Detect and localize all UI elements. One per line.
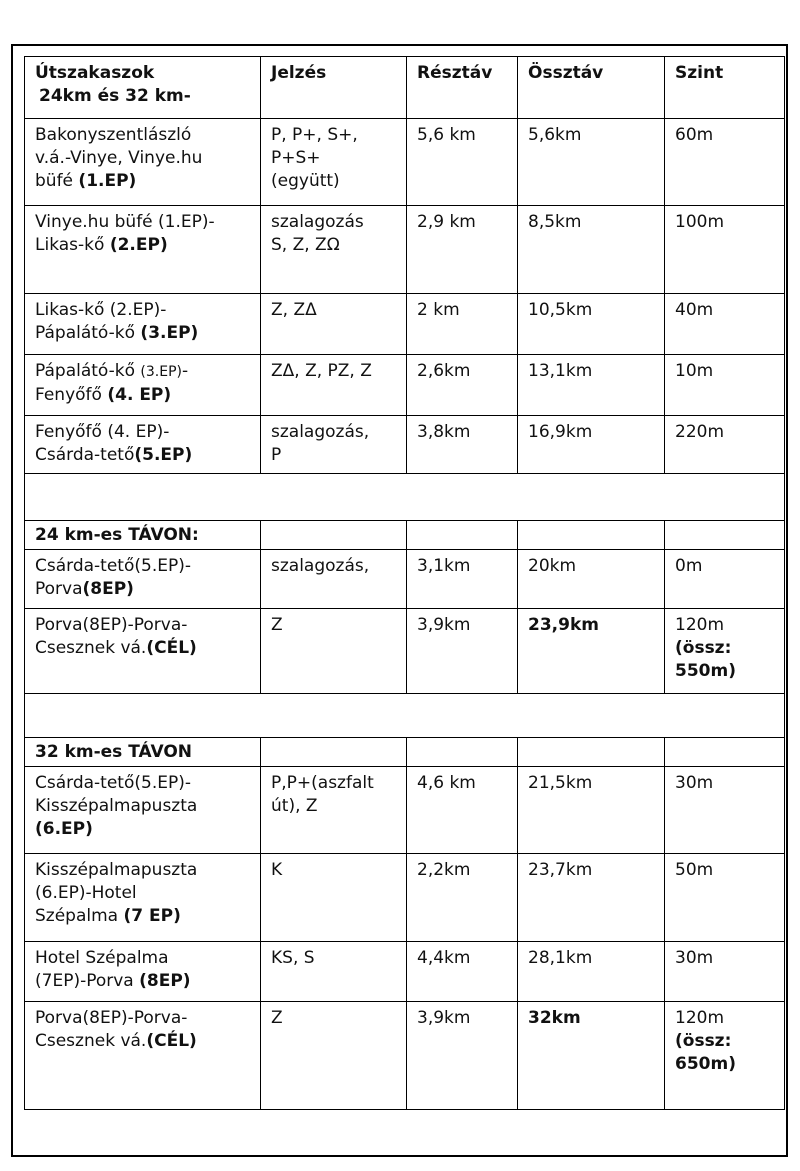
marks-cell: Z	[261, 1002, 407, 1110]
marks-cell: szalagozás,	[261, 550, 407, 609]
total-distance-cell: 32km	[518, 1002, 665, 1110]
marks-cell: Z, ZΔ	[261, 294, 407, 355]
table-row	[25, 355, 785, 416]
level-cell: 30m	[665, 942, 785, 1002]
spacer-cell	[25, 474, 785, 521]
part-distance-cell: 2,9 km	[407, 206, 518, 294]
empty-cell	[261, 521, 407, 550]
table-row	[25, 1002, 785, 1110]
empty-cell	[665, 738, 785, 767]
level-cell: 50m	[665, 854, 785, 942]
part-distance-cell: 4,4km	[407, 942, 518, 1002]
header-total-distance: Össztáv	[518, 57, 665, 119]
empty-cell	[518, 521, 665, 550]
marks-cell: P,P+(aszfalt út), Z	[261, 767, 407, 854]
route-table	[24, 56, 785, 1110]
part-distance-cell: 5,6 km	[407, 119, 518, 206]
marks-cell: szalagozás, P	[261, 416, 407, 474]
marks-cell: K	[261, 854, 407, 942]
level-cell: 100m	[665, 206, 785, 294]
level-cell: 220m	[665, 416, 785, 474]
total-distance-cell: 8,5km	[518, 206, 665, 294]
section-cell: Bakonyszentlászló v.á.-Vinye, Vinye.hu büfé (1.EP)	[25, 119, 261, 206]
marks-cell: P, P+, S+, P+S+ (együtt)	[261, 119, 407, 206]
total-distance-cell: 28,1km	[518, 942, 665, 1002]
group-32-title: 32 km-es TÁVON	[25, 738, 261, 767]
total-distance-cell: 21,5km	[518, 767, 665, 854]
total-distance-cell: 23,7km	[518, 854, 665, 942]
marks-cell: KS, S	[261, 942, 407, 1002]
part-distance-cell: 4,6 km	[407, 767, 518, 854]
spacer-cell	[25, 694, 785, 738]
empty-cell	[518, 738, 665, 767]
table-row	[25, 942, 785, 1002]
total-distance-cell: 5,6km	[518, 119, 665, 206]
section-cell: Fenyőfő (4. EP)- Csárda-tető(5.EP)	[25, 416, 261, 474]
table-row	[25, 119, 785, 206]
marks-cell: szalagozás S, Z, ZΩ	[261, 206, 407, 294]
part-distance-cell: 3,9km	[407, 1002, 518, 1110]
total-distance-cell: 23,9km	[518, 609, 665, 694]
part-distance-cell: 3,1km	[407, 550, 518, 609]
marks-cell: Z	[261, 609, 407, 694]
part-distance-cell: 3,8km	[407, 416, 518, 474]
part-distance-cell: 2,6km	[407, 355, 518, 416]
spacer-row	[25, 694, 785, 738]
level-cell: 40m	[665, 294, 785, 355]
table-header-row	[25, 57, 785, 119]
level-cell: 60m	[665, 119, 785, 206]
spacer-row	[25, 474, 785, 521]
total-distance-cell: 10,5km	[518, 294, 665, 355]
empty-cell	[261, 738, 407, 767]
section-cell: Csárda-tető(5.EP)- Kisszépalmapuszta (6.EP)	[25, 767, 261, 854]
group-title-row	[25, 521, 785, 550]
level-cell: 10m	[665, 355, 785, 416]
empty-cell	[407, 521, 518, 550]
table-row	[25, 854, 785, 942]
total-distance-cell: 16,9km	[518, 416, 665, 474]
section-cell: Vinye.hu büfé (1.EP)- Likas-kő (2.EP)	[25, 206, 261, 294]
header-level: Szint	[665, 57, 785, 119]
total-distance-cell: 20km	[518, 550, 665, 609]
section-cell: Hotel Szépalma (7EP)-Porva (8EP)	[25, 942, 261, 1002]
table-row	[25, 206, 785, 294]
total-distance-cell: 13,1km	[518, 355, 665, 416]
table-row	[25, 767, 785, 854]
section-cell: Porva(8EP)-Porva- Csesznek vá.(CÉL)	[25, 1002, 261, 1110]
header-part-distance: Résztáv	[407, 57, 518, 119]
table-row	[25, 416, 785, 474]
table-row	[25, 294, 785, 355]
section-cell: Kisszépalmapuszta (6.EP)-Hotel Szépalma (7 EP)	[25, 854, 261, 942]
part-distance-cell: 2 km	[407, 294, 518, 355]
part-distance-cell: 3,9km	[407, 609, 518, 694]
section-cell: Csárda-tető(5.EP)- Porva(8EP)	[25, 550, 261, 609]
header-sections: Útszakaszok 24km és 32 km-	[25, 57, 261, 119]
group-title-row	[25, 738, 785, 767]
part-distance-cell: 2,2km	[407, 854, 518, 942]
section-cell: Pápalátó-kő (3.EP)- Fenyőfő (4. EP)	[25, 355, 261, 416]
marks-cell: ZΔ, Z, PZ, Z	[261, 355, 407, 416]
group-24-title: 24 km-es TÁVON:	[25, 521, 261, 550]
level-cell: 120m (össz: 550m)	[665, 609, 785, 694]
level-cell: 120m (össz: 650m)	[665, 1002, 785, 1110]
section-cell: Porva(8EP)-Porva- Csesznek vá.(CÉL)	[25, 609, 261, 694]
table-row	[25, 609, 785, 694]
level-cell: 0m	[665, 550, 785, 609]
empty-cell	[665, 521, 785, 550]
section-cell: Likas-kő (2.EP)- Pápalátó-kő (3.EP)	[25, 294, 261, 355]
header-marks: Jelzés	[261, 57, 407, 119]
level-cell: 30m	[665, 767, 785, 854]
empty-cell	[407, 738, 518, 767]
table-row	[25, 550, 785, 609]
